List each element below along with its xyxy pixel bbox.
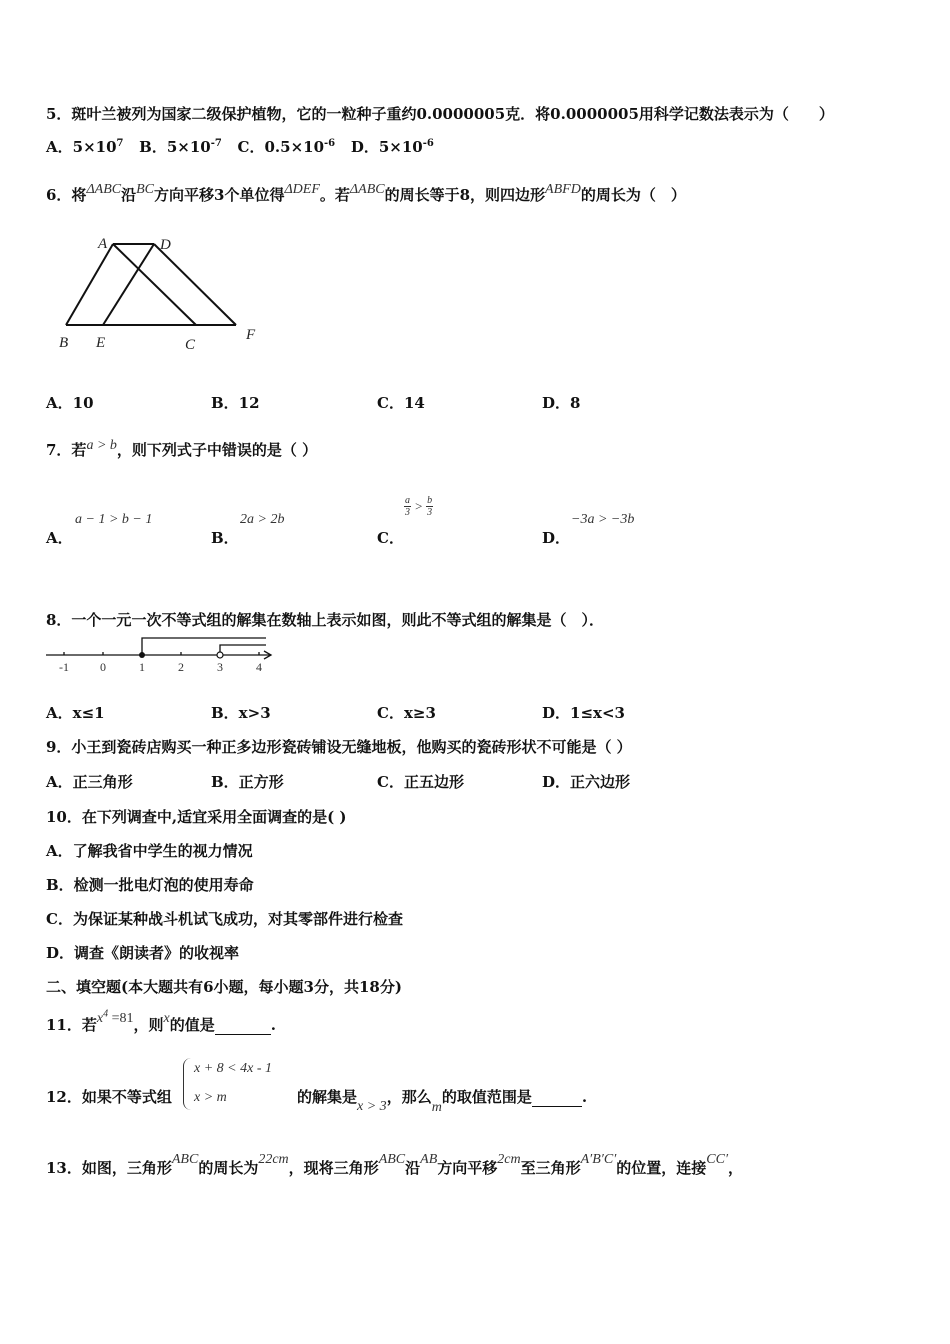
q6-label-a: A <box>98 236 108 252</box>
q8-filled-point <box>139 652 145 658</box>
q6-option-c: C．14 <box>377 394 425 412</box>
q12-text-3: ，那么 <box>386 1088 432 1106</box>
q12-line-1: x + 8 < 4x - 1 <box>194 1061 272 1076</box>
q5-c-exp: -6 <box>324 138 336 149</box>
q8-option-d: D．1≤x<3 <box>542 704 625 722</box>
q5-a-label: A． <box>46 138 73 156</box>
q8-option-c: C．x≥3 <box>377 704 436 722</box>
q10-option-b: B．检测一批电灯泡的使用寿命 <box>46 876 254 894</box>
q13-text-1: 13．如图，三角形 <box>46 1159 172 1177</box>
q11-base: x <box>96 1011 104 1026</box>
q6-triangle-def: ΔDEF <box>284 182 320 197</box>
q6-text-2: 沿 <box>121 186 137 204</box>
q7-b-label: B． <box>211 529 239 547</box>
q7-a-expr: a − 1 > b − 1 <box>75 512 153 527</box>
q8-tick-label: -1 <box>59 660 69 674</box>
q5-b-text: 5×10 <box>166 138 211 156</box>
q8-tick-label: 2 <box>178 660 184 674</box>
q6-label-e: E <box>96 335 106 351</box>
q9-option-b: B．正方形 <box>211 773 284 791</box>
q13-distance: 2cm <box>497 1152 521 1167</box>
q11-text-2: ，则 <box>133 1016 164 1034</box>
q8-tick-label: 3 <box>217 660 223 674</box>
q12-text-5: . <box>581 1088 588 1106</box>
q5-b-label: B． <box>139 138 167 156</box>
q7-c-label: C． <box>377 529 404 547</box>
q9-option-a: A．正三角形 <box>46 773 133 791</box>
q6-line-ab <box>66 244 113 325</box>
q13-text-2: 的周长为 <box>198 1159 259 1177</box>
q6-option-d: D．8 <box>542 394 581 412</box>
q13-segment-cc: CC′ <box>706 1152 729 1167</box>
q12-solution: x > 3 <box>357 1099 387 1114</box>
q11-text-4: . <box>270 1016 276 1034</box>
q7-c-op: > <box>414 498 423 514</box>
q8-tick-label: 4 <box>256 660 262 674</box>
q12-var-m: m <box>431 1100 442 1115</box>
q8-tick-label: 0 <box>100 660 106 674</box>
q13-stem <box>46 1152 744 1178</box>
q7-text-2: ，则下列式子中错误的是（ ） <box>116 441 318 459</box>
q6-text-6: 的周长为（ ） <box>580 186 686 204</box>
q5-a-text: 5×10 <box>72 138 117 156</box>
q7-stem <box>46 439 317 460</box>
q6-line-ac <box>113 244 196 325</box>
q5-d-label: D． <box>350 138 379 156</box>
q8-ray-from-1 <box>142 638 266 655</box>
q7-c-num1: a <box>405 495 410 506</box>
q10-stem: 10．在下列调查中,适宜采用全面调查的是( ) <box>46 808 347 826</box>
q5-c-label: C． <box>237 138 265 156</box>
q6-label-d: D <box>160 237 171 253</box>
q6-segment-bc: BC <box>136 182 155 197</box>
q13-triangle-prime: A′B′C′ <box>580 1152 617 1167</box>
q6-line-de <box>103 244 154 325</box>
q6-option-a: A．10 <box>46 394 94 412</box>
q6-triangle-abc-2: ΔABC <box>349 182 385 197</box>
q5-b-exp: -7 <box>210 138 222 149</box>
q6-label-b: B <box>59 335 69 351</box>
q7-c-expr <box>404 495 433 518</box>
q12-text-4: 的取值范围是 <box>441 1088 532 1106</box>
q11-stem <box>46 1008 276 1035</box>
q11-text-1: 11．若 <box>46 1016 97 1034</box>
q5-stem: 5．斑叶兰被列为国家二级保护植物，它的一粒种子重约0.0000005克．将0.0000005用科学记数法表示为（ ） <box>46 105 834 123</box>
q11-var-x: x <box>163 1011 170 1026</box>
q8-stem: 8．一个一元一次不等式组的解集在数轴上表示如图，则此不等式组的解集是（ ）． <box>46 611 604 629</box>
q7-c-den1: 3 <box>405 507 410 518</box>
q5-a-exp: 7 <box>116 138 124 149</box>
q5-options <box>46 136 434 157</box>
q12-stem-rest <box>297 1086 588 1115</box>
q9-option-c: C．正五边形 <box>377 773 464 791</box>
q10-option-a: A．了解我省中学生的视力情况 <box>46 842 253 860</box>
q6-option-b: B．12 <box>211 394 260 412</box>
q10-option-d: D．调查《朗读者》的收视率 <box>46 944 240 962</box>
q5-c-text: 0.5×10 <box>264 138 325 156</box>
q9-stem: 9．小王到瓷砖店购买一种正多边形瓷砖铺设无缝地板，他购买的瓷砖形状不可能是（ ） <box>46 738 632 756</box>
q6-line-df <box>154 244 236 325</box>
q11-rest: =81 <box>108 1011 134 1026</box>
q7-a-label: A． <box>46 529 73 547</box>
q13-text-3: ，现将三角形 <box>288 1159 379 1177</box>
q7-c-num2: b <box>427 495 433 506</box>
q7-c-den2: 3 <box>427 507 433 518</box>
q13-segment-ab: AB <box>420 1152 438 1167</box>
q13-text-6: 至三角形 <box>520 1159 581 1177</box>
q9-option-d: D．正六边形 <box>542 773 631 791</box>
q13-text-5: 方向平移 <box>437 1159 498 1177</box>
q11-text-3: 的值是 <box>169 1016 215 1034</box>
q8-tick-label: 1 <box>139 660 145 674</box>
q8-option-a: A．x≤1 <box>46 704 105 722</box>
q12-brace <box>183 1058 194 1110</box>
q11-exp: 4 <box>103 1008 109 1020</box>
q7-d-label: D． <box>542 529 571 547</box>
q6-text-3: 方向平移3个单位得 <box>154 186 285 204</box>
q13-text-7: 的位置，连接 <box>616 1159 707 1177</box>
q8-option-b: B．x>3 <box>211 704 271 722</box>
q13-text-4: 沿 <box>405 1159 421 1177</box>
q6-text-5: 的周长等于8，则四边形 <box>384 186 546 204</box>
q6-stem <box>46 184 686 205</box>
q5-d-exp: -6 <box>422 138 434 149</box>
section-2-heading: 二、填空题(本大题共有6小题，每小题3分，共18分) <box>46 978 402 996</box>
q6-label-c: C <box>185 337 196 353</box>
q10-option-c: C．为保证某种战斗机试飞成功，对其零部件进行检查 <box>46 910 403 928</box>
q5-d-text: 5×10 <box>378 138 423 156</box>
q7-d-expr: −3a > −3b <box>571 512 635 527</box>
q12-blank[interactable] <box>532 1105 582 1107</box>
q6-triangle-abc: ΔABC <box>86 182 122 197</box>
q11-blank[interactable] <box>215 1033 271 1035</box>
q13-text-8: ， <box>728 1159 744 1177</box>
q8-number-line <box>44 633 276 675</box>
q6-quad-abfd: ABFD <box>545 182 581 197</box>
q12-line-2: x > m <box>194 1090 227 1105</box>
q7-text-1: 7．若 <box>46 441 87 459</box>
q6-figure <box>50 232 280 357</box>
q6-text-1: 6．将 <box>46 186 87 204</box>
q6-label-f: F <box>246 327 256 343</box>
q13-perimeter: 22cm <box>258 1152 289 1167</box>
q12-text-2: 的解集是 <box>297 1088 358 1106</box>
q8-open-point <box>217 652 223 658</box>
q6-text-4: 。若 <box>319 186 350 204</box>
q13-triangle-abc: ABC <box>171 1152 199 1167</box>
q13-triangle-abc-2: ABC <box>378 1152 406 1167</box>
q7-b-expr: 2a > 2b <box>240 512 285 527</box>
q7-condition: a > b <box>86 438 117 453</box>
q12-text-1: 12．如果不等式组 <box>46 1088 172 1106</box>
